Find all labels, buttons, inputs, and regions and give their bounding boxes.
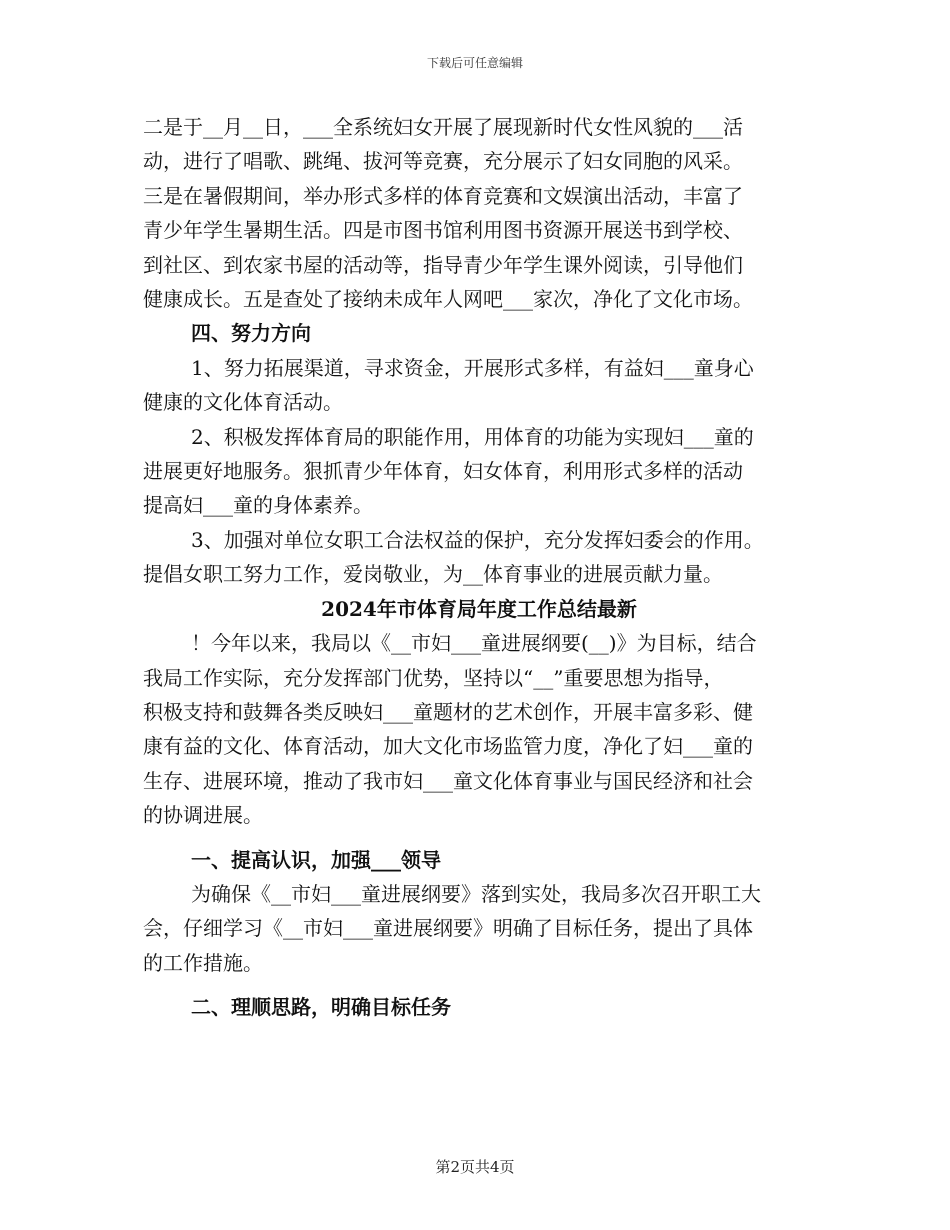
text-line: 健康的文化体育活动。 [143,390,343,415]
text-line: 提高妇___童的身体素养。 [143,493,373,518]
text-line: 青少年学生暑期生活。四是市图书馆利用图书资源开展送书到学校、 [143,218,743,243]
document-body [143,110,815,1025]
page-header: 下载后可任意编辑 [426,56,523,70]
paragraph-activities [143,110,815,316]
text-line: 进展更好地服务。狠抓青少年体育，妇女体育，利用形式多样的活动 [143,459,743,484]
paragraph-item-2 [143,420,815,523]
text-line: 我局工作实际，充分发挥部门优势，坚持以“__”重要思想为指导， [143,665,724,690]
section-heading-2: 二、理顺思路，明确目标任务 [191,995,451,1020]
text-line: ！今年以来，我局以《__市妇___童进展纲要(__)》为目标，结合 [191,631,757,656]
document-title: 2024年市体育局年度工作总结最新 [321,596,637,621]
text-line: 的协调进展。 [143,803,263,828]
text-line: 二是于__月__日，___全系统妇女开展了展现新时代女性风貌的___活 [143,115,743,139]
paragraph-item-1 [143,351,815,420]
text-line: 提倡女职工努力工作，爱岗敬业，为__体育事业的进展贡献力量。 [143,562,723,587]
page-number: 第2页共4页 [435,1158,515,1176]
text-line: 1、努力拓展渠道，寻求资金，开展形式多样，有益妇___童身心 [191,355,754,380]
text-line: 生存、进展环境，推动了我市妇___童文化体育事业与国民经济和社会 [143,768,753,793]
text-line: 的工作措施。 [143,950,263,975]
section-heading-direction: 四、努力方向 [191,321,311,346]
paragraph-intro [143,626,815,832]
text-line: 动，进行了唱歌、跳绳、拔河等竞赛，充分展示了妇女同胞的风采。 [143,149,743,174]
text-line: 3、加强对单位女职工合法权益的保护，充分发挥妇委会的作用。 [191,527,764,552]
text-line: 康有益的文化、体育活动，加大文化市场监管力度，净化了妇___童的 [143,734,753,759]
paragraph-section-1 [143,877,815,980]
text-line: 为确保《__市妇___童进展纲要》落到实处，我局多次召开职工大 [191,881,761,906]
text-line: 三是在暑假期间，举办形式多样的体育竞赛和文娱演出活动，丰富了 [143,183,743,208]
section-heading-1: 一、提高认识，加强___领导 [191,847,441,872]
text-line: 2、积极发挥体育局的职能作用，用体育的功能为实现妇___童的 [191,424,754,449]
text-line: 到社区、到农家书屋的活动等，指导青少年学生课外阅读，引导他们 [143,252,743,277]
text-line: 会，仔细学习《__市妇___童进展纲要》明确了目标任务，提出了具体 [143,916,753,941]
paragraph-item-3 [143,523,815,592]
text-line: 健康成长。五是查处了接纳未成年人网吧___家次，净化了文化市场。 [143,287,753,312]
text-line: 积极支持和鼓舞各类反映妇___童题材的艺术创作，开展丰富多彩、健 [143,699,753,724]
